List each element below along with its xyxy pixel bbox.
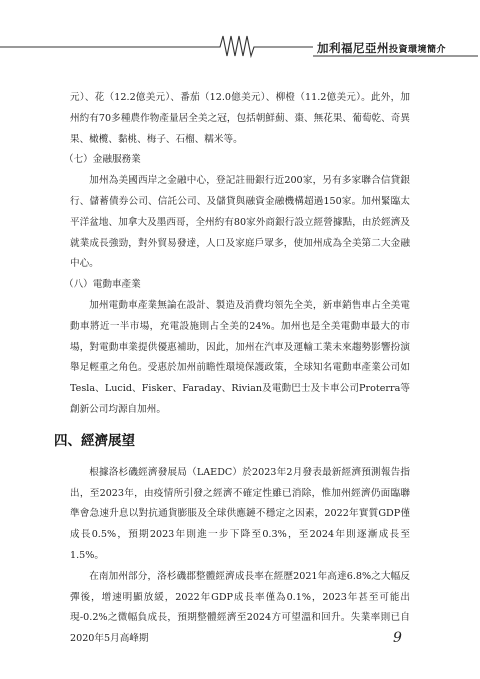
page-header (0, 0, 480, 60)
header-title (317, 40, 446, 56)
ev-paragraph: 加州電動車產業無論在設計、製造及消費均領先全美，新車銷售車占全美電動車將近一半市場，充電設施則占全美的24%。加州也是全美電動車最大的市場，對電動車業提供優惠補助，因此，加州在汽車及運輸工業未來趨勢影響扮演舉足輕重之角色。受惠於加州前瞻性環境保護政策，全球知名電動車產業公司如Tesla、Lucid、Fisker、Faraday、Rivian及電動巴士及卡車公司Proterra等創新公司均源自加州。 (70, 299, 410, 415)
ev-heading: （八）電動車產業 (64, 279, 141, 291)
page-content (54, 88, 410, 650)
finance-heading: （七）金融服務業 (64, 154, 141, 166)
header-title-small: 投資環境簡介 (389, 45, 447, 55)
agriculture-paragraph-continued: 元）、花（12.2億美元）、番茄（12.0億美元）、柳橙（11.2億美元）。此外，加州約有70多種農作物產量居全美之冠，包括朝鮮薊、棗、無花果、葡萄乾、奇異果、橄欖、黏桃、梅子、石榴、糯米等。 (70, 92, 410, 145)
outlook-paragraph-2: 在南加州部分，洛杉磯郡整體經濟成長率在經歷2021年高達6.8%之大幅反彈後，增速明顯放緩，2022年GDP成長率僅為0.1%，2023年甚至可能出現-0.2%之微幅負成長，預期整體經濟至2024方可望溫和回升。失業率則已自2020年5月高峰期 (70, 570, 410, 645)
section-heading: 四、經濟展望 (54, 432, 135, 449)
finance-paragraph: 加州為美國西岸之金融中心，登記註冊銀行近200家，另有多家聯合信貸銀行、儲蓄債券公司、信託公司、及儲貸與融資金融機構超過150家。加州緊臨太平洋盆地、加拿大及墨西哥，全州約有80家外商銀行設立經營據點，由於經濟及就業成長強勁，對外貿易發達，人口及家庭戶眾多，使加州成為全美第二大金融中心。 (70, 175, 410, 270)
header-title-main: 加利福尼亞州 (317, 41, 389, 55)
economic-outlook-section (54, 429, 410, 650)
page-number: 9 (393, 630, 402, 646)
outlook-paragraph-1: 根據洛杉磯經濟發展局（LAEDC）於2023年2月發表最新經濟預測報告指出，至2023年，由疫情所引發之經濟不確定性雖已消除，惟加州經濟仍面臨聯準會急速升息以對抗通貨膨脹及全球供應鏈不穩定之因素，2022年實質GDP僅成長0.5%，預期2023年則進一步下降至0.3%，至2024年則逐漸成長至1.5%。 (70, 466, 410, 561)
